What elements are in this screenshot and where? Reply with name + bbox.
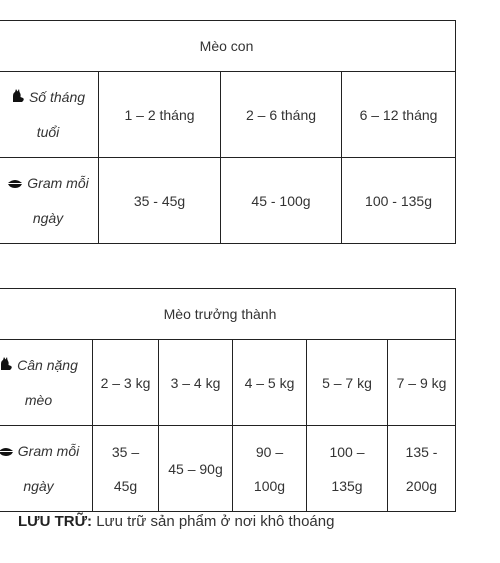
adult-gram-cell: 35 – 45g xyxy=(93,426,159,512)
adult-gram-cell: 45 – 90g xyxy=(159,426,233,512)
adult-gram-label: Gram mỗi ngày xyxy=(17,442,80,495)
storage-note-label: LƯU TRỮ: xyxy=(18,513,93,530)
adult-weight-cell: 4 – 5 kg xyxy=(233,340,307,426)
adult-weight-cell: 7 – 9 kg xyxy=(388,340,456,426)
kitten-gram-cell: 35 - 45g xyxy=(99,158,221,244)
kitten-age-label: Số tháng tuổi xyxy=(28,88,86,141)
kitten-age-label-cell xyxy=(0,72,99,158)
kitten-gram-cell: 45 - 100g xyxy=(221,158,342,244)
kitten-table-title: Mèo con xyxy=(0,21,456,72)
kitten-age-cell: 2 – 6 tháng xyxy=(221,72,342,158)
adult-table-title: Mèo trưởng thành xyxy=(0,289,456,340)
adult-table-container xyxy=(0,288,456,514)
adult-weight-cell: 2 – 3 kg xyxy=(93,340,159,426)
cat-icon xyxy=(11,81,25,115)
adult-gram-label-cell xyxy=(0,426,93,512)
adult-gram-cell: 90 – 100g xyxy=(233,426,307,512)
kitten-table-container xyxy=(0,20,456,248)
kitten-table xyxy=(0,20,456,244)
adult-weight-cell: 5 – 7 kg xyxy=(307,340,388,426)
kitten-gram-label-cell xyxy=(0,158,99,244)
adult-weight-label-cell xyxy=(0,340,93,426)
adult-gram-cell: 135 - 200g xyxy=(388,426,456,512)
storage-note xyxy=(18,513,334,530)
adult-table xyxy=(0,288,456,512)
cat-icon xyxy=(0,349,13,383)
kitten-age-cell: 6 – 12 tháng xyxy=(342,72,456,158)
adult-gram-cell: 100 – 135g xyxy=(307,426,388,512)
storage-note-text: Lưu trữ sản phẩm ở nơi khô thoáng xyxy=(96,513,335,530)
adult-weight-cell: 3 – 4 kg xyxy=(159,340,233,426)
food-bowl-icon xyxy=(0,435,14,469)
kitten-gram-label: Gram mỗi ngày xyxy=(27,174,89,227)
adult-weight-label: Cân nặng mèo xyxy=(17,356,78,409)
kitten-gram-cell: 100 - 135g xyxy=(342,158,456,244)
food-bowl-icon xyxy=(7,167,23,201)
kitten-age-cell: 1 – 2 tháng xyxy=(99,72,221,158)
